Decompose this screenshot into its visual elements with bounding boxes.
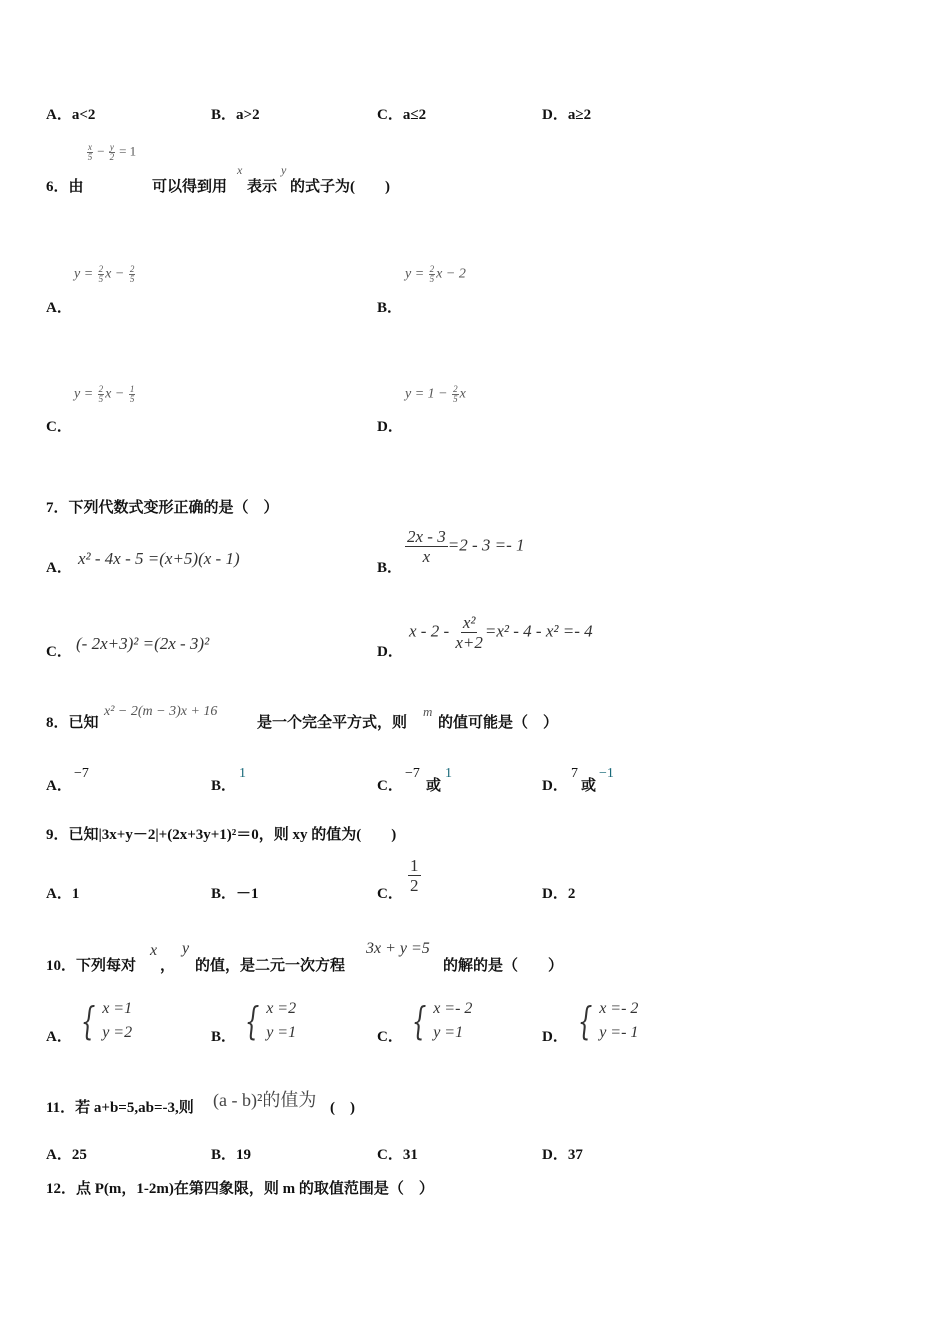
q7-option-a-expr: x² - 4x - 5 =(x+5)(x - 1) — [78, 549, 240, 568]
q10-option-c-letter: C． — [377, 1029, 403, 1045]
q10-option-a-system: { x =1 y =2 — [80, 999, 133, 1043]
q8-option-b-value: 1 — [239, 766, 246, 781]
q10-option-a-letter: A． — [46, 1029, 72, 1045]
brace-icon: { — [577, 999, 593, 1043]
q6-var-x: x — [237, 163, 243, 177]
brace-icon: { — [80, 999, 96, 1043]
q5-option-a: A．a<2 — [46, 107, 96, 123]
q8-stem-mid: 是一个完全平方式，则 — [257, 715, 408, 731]
q10-option-b-system: { x =2 y =1 — [244, 999, 297, 1043]
q8-option-b-letter: B． — [211, 778, 237, 794]
q6-option-d-letter: D． — [377, 419, 403, 435]
q12-stem: 12．点 P(m，1-2m)在第四象限，则 m 的取值范围是（ ） — [46, 1181, 434, 1197]
q10-var-x: x — [150, 942, 158, 959]
q7-stem: 7．下列代数式变形正确的是（ ） — [46, 500, 279, 516]
q11-option-b: B．19 — [211, 1147, 252, 1163]
q10-comma: ， — [160, 958, 176, 974]
q10-option-d-system: { x =- 2 y =- 1 — [577, 999, 639, 1043]
q8-option-c-letter: C． — [377, 778, 403, 794]
q6-option-a-letter: A． — [46, 300, 72, 316]
q6-var-y: y — [281, 163, 287, 177]
q6-option-b-expr: y = $\frac{2}{5}$ x − 2 — [405, 264, 466, 284]
q6-equation: $\frac{x}{5}$ − $\frac{y}{2}$ = 1 — [87, 142, 137, 162]
q8-option-c-value2: 1 — [445, 766, 452, 781]
q5-option-c: C．a≤2 — [377, 107, 427, 123]
q7-option-b-expr: $\frac{2x - 3}{x}$ =2 - 3 =- 1 — [407, 527, 525, 566]
q7-option-d-letter: D． — [377, 644, 403, 660]
q10-number: 10．下列每对 — [46, 958, 137, 974]
q7-option-c-letter: C． — [46, 644, 72, 660]
q6-option-d-expr: y = 1 − $\frac{2}{5}$ x — [405, 384, 466, 404]
q8-stem-tail: 的值可能是（ ） — [438, 715, 559, 731]
q11-stem-tail: ( ) — [330, 1100, 355, 1116]
brace-icon: { — [411, 999, 427, 1043]
q10-stem-mid: 的值，是二元一次方程 — [195, 958, 346, 974]
q6-stem-tail: 的式子为( ) — [290, 179, 390, 195]
q9-option-b: B．－1 — [211, 886, 259, 902]
q8-option-d-value2: −1 — [599, 766, 614, 781]
q9-option-c-fraction: $\frac{1}{2}$ — [410, 856, 419, 895]
q11-expression: (a - b)²的值为 — [213, 1090, 317, 1110]
q9-stem: 9．已知|3x+y－2|+(2x+3y+1)²＝0，则 xy 的值为( ) — [46, 827, 397, 843]
q6-option-b-letter: B． — [377, 300, 403, 316]
q6-stem-mid2: 表示 — [247, 179, 278, 195]
q10-option-c-system: { x =- 2 y =1 — [411, 999, 473, 1043]
q5-option-d: D．a≥2 — [542, 107, 592, 123]
q8-number: 8．已知 — [46, 715, 99, 731]
q8-var-m: m — [423, 704, 433, 719]
q8-option-d-or: 或 — [581, 778, 597, 794]
q7-option-a-letter: A． — [46, 560, 72, 576]
q8-option-c-or: 或 — [426, 778, 442, 794]
q9-option-c-letter: C． — [377, 886, 403, 902]
q9-option-d: D．2 — [542, 886, 576, 902]
q6-option-c-expr: y = $\frac{2}{5}$ x − $\frac{1}{5}$ — [74, 384, 135, 404]
q7-option-d-expr: x - 2 - $\frac{\text{x²}}{x+2}$ =x² - 4 - x² =- 4 — [409, 613, 593, 652]
q10-stem-tail: 的解的是（ ） — [443, 958, 564, 974]
q10-option-b-letter: B． — [211, 1029, 237, 1045]
brace-icon: { — [244, 999, 260, 1043]
q8-option-a-letter: A． — [46, 778, 72, 794]
q8-option-d-letter: D． — [542, 778, 568, 794]
q6-option-c-letter: C． — [46, 419, 72, 435]
q10-equation: 3x + y =5 — [366, 940, 430, 957]
q7-option-b-letter: B． — [377, 560, 403, 576]
q10-option-d-letter: D． — [542, 1029, 568, 1045]
q11-option-c: C．31 — [377, 1147, 418, 1163]
q8-option-a-value: −7 — [74, 766, 89, 781]
q11-option-a: A．25 — [46, 1147, 87, 1163]
q9-option-a: A．1 — [46, 886, 80, 902]
q11-number: 11．若 a+b=5,ab=-3,则 — [46, 1100, 194, 1116]
q11-option-d: D．37 — [542, 1147, 583, 1163]
q8-option-c-value1: −7 — [405, 766, 420, 781]
q8-expression: x² − 2(m − 3)x + 16 — [104, 704, 218, 719]
q6-number: 6．由 — [46, 179, 84, 195]
q7-option-c-expr: (- 2x+3)² =(2x - 3)² — [76, 634, 210, 653]
q6-stem-mid: 可以得到用 — [152, 179, 228, 195]
q5-option-b: B．a>2 — [211, 107, 260, 123]
q8-option-d-value1: 7 — [571, 766, 578, 781]
q6-option-a-expr: y = $\frac{2}{5}$ x − $\frac{2}{5}$ — [74, 264, 135, 284]
q10-var-y: y — [182, 940, 190, 957]
